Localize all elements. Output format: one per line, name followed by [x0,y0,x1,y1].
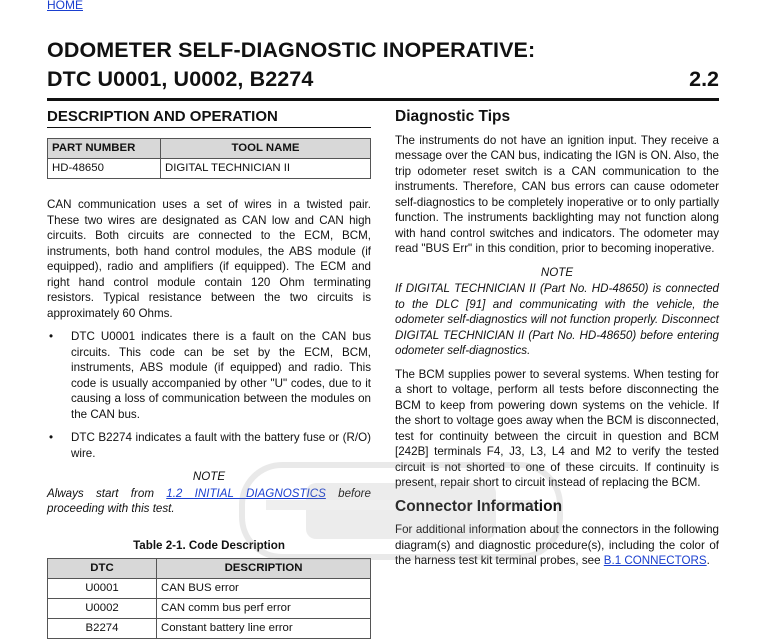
table-cell: DIGITAL TECHNICIAN II [161,159,371,179]
connector-paragraph [395,522,719,569]
title-line-1: ODOMETER SELF-DIAGNOSTIC INOPERATIVE: [47,38,536,62]
note-label: NOTE [192,470,226,483]
bullet-text: DTC U0001 indicates there is a fault on the CAN bus circuits. This code can be set by the ECM, BCM, instruments, ABS module (if equipped) and radio. This code is usually accompanied by other "U" codes, due to it causing a loss of communication between the modules on the CAN bus. [71,330,371,421]
list-item [47,329,371,422]
tool-col-tool-name: TOOL NAME [161,139,371,159]
bullet-text: DTC B2274 indicates a fault with the battery fuse or (R/O) wire. [71,431,371,460]
right-column [395,108,719,577]
initial-diagnostics-link[interactable]: 1.2 INITIAL DIAGNOSTICS [166,486,326,500]
code-col-dtc: DTC [48,559,157,579]
table-cell: U0002 [48,599,157,619]
table-row [48,619,371,639]
note-label: NOTE [540,265,574,279]
tool-table [47,138,371,179]
note-suffix: before proceeding with this test. [47,486,371,515]
tips-paragraph: The instruments do not have an ignition input. They receive a message over the CAN bus, indicating the IGN is ON. Also, the trip odometer reset switch is a CAN communication to the instruments. Therefore, CAN bus errors can cause odometer self-diagnostics to be completely inoperative or to only partially function. The instruments backlighting may not function along with hand control switches and indicators. The odometer may read "BUS Err" in this condition, prior to becoming inoperative. [395,133,719,255]
tool-col-part-number: PART NUMBER [48,139,161,159]
table-caption: Table 2-1. Code Description [133,538,285,552]
bcm-paragraph: The BCM supplies power to several systems. When testing for a short to voltage, perform all tests before disconnecting the BCM to keep from powering down systems on the vehicle. If the short to voltage goes away when the BCM is disconnected, test for continuity between the circuit in question and BCM [242B] terminals F4, J3, L3, L4 and M2 to verify the tested circuit is not shorted to one of these circuits. If continuity is present, repair short to circuit instead of replacing the BCM. [395,367,719,489]
section-number: 2.2 [689,67,719,91]
table-row [48,579,371,599]
list-item [47,430,371,461]
diagnostic-tips-heading: Diagnostic Tips [395,108,511,125]
table-row [48,159,371,179]
table-cell: HD-48650 [48,159,161,179]
title-divider [47,98,719,101]
section-divider [47,127,371,129]
table-cell: Constant battery line error [157,619,371,639]
page-title [47,36,719,94]
bullet-icon: • [49,330,54,343]
description-heading: DESCRIPTION AND OPERATION [47,108,278,125]
dtc-bullet-list [47,329,371,461]
table-cell: U0001 [48,579,157,599]
can-intro-paragraph: CAN communication uses a set of wires in a twisted pair. These two wires are designated as CAN low and CAN high circuits. Both circuits are connected to the ECM, BCM, instruments, both hand control modules, the ABS module (if equipped), radio and amplifiers (if equipped). The ECM and right hand control module contain 120 Ohm terminating resistors. Typical resistance between the two circuits is approximately 60 Ohms. [47,198,371,320]
table-row [48,599,371,619]
code-table [47,558,371,639]
connector-prefix: For additional information about the connectors in the following diagram(s) and diagnostic procedure(s), including the color of the harness test kit terminal probes, see [395,523,719,567]
title-line-2: DTC U0001, U0002, B2274 [47,67,314,91]
code-col-description: DESCRIPTION [157,559,371,579]
table-cell: CAN comm bus perf error [157,599,371,619]
home-link[interactable]: HOME [47,0,83,12]
bullet-icon: • [49,431,54,444]
note-text [47,486,371,517]
table-cell: CAN BUS error [157,579,371,599]
connectors-link[interactable]: B.1 CONNECTORS [603,554,707,567]
left-column [47,108,371,639]
table-cell: B2274 [48,619,157,639]
connector-suffix: . [706,554,710,567]
note-prefix: Always start from [47,486,167,500]
connector-info-heading: Connector Information [395,497,563,515]
note-text: If DIGITAL TECHNICIAN II (Part No. HD-48650) is connected to the DLC [91] and communicating with the vehicle, the odometer self-diagnostics will not function properly. Disconnect DIGITAL TECHNICIAN II (Part No. HD-48650) before entering odometer self-diagnostics. [395,282,719,357]
